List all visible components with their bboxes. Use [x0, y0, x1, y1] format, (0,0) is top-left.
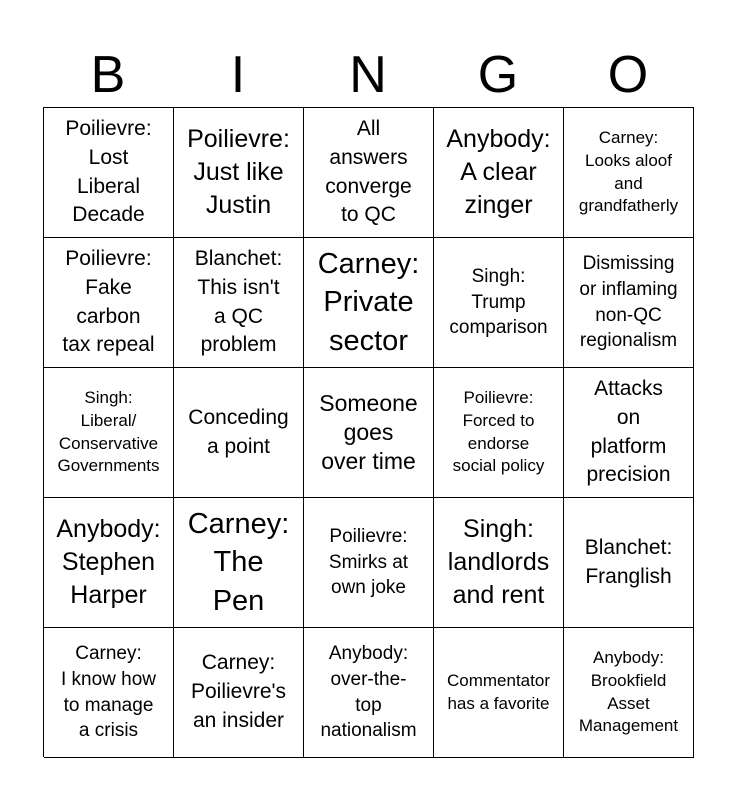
cell-text: Singh: Liberal/ Conservative Governments — [57, 387, 160, 476]
cell-text: Dismissing or inflaming non-QC regionalism — [579, 252, 678, 352]
cell-text: Poilievre: Fake carbon tax repeal — [62, 246, 155, 357]
bingo-cell[interactable] — [564, 108, 694, 238]
header-letter-n: N — [349, 46, 387, 104]
cell-text: Conceding a point — [188, 405, 289, 458]
bingo-cell[interactable] — [304, 108, 434, 238]
cell-text: Anybody: Stephen Harper — [56, 514, 161, 610]
bingo-cell[interactable] — [44, 368, 174, 498]
bingo-cell[interactable] — [44, 108, 174, 238]
bingo-cell[interactable] — [304, 238, 434, 368]
cell-text: Singh: landlords and rent — [447, 514, 550, 610]
cell-text: Attacks on platform precision — [586, 376, 671, 487]
cell-text: Singh: Trump comparison — [449, 265, 548, 339]
header-letter-i: I — [230, 46, 246, 104]
bingo-cell[interactable] — [174, 498, 304, 628]
bingo-cell[interactable] — [434, 108, 564, 238]
cell-text: Anybody: A clear zinger — [446, 124, 551, 220]
bingo-cell[interactable] — [44, 238, 174, 368]
cell-text: Blanchet: Franglish — [584, 535, 673, 588]
bingo-cell[interactable] — [304, 498, 434, 628]
bingo-cell[interactable] — [174, 368, 304, 498]
bingo-cell[interactable] — [174, 108, 304, 238]
cell-text: Carney: I know how to manage a crisis — [60, 642, 157, 742]
cell-text: Someone goes over time — [319, 389, 418, 475]
cell-text: Commentator has a favorite — [447, 670, 550, 713]
bingo-board — [43, 107, 694, 757]
bingo-cell[interactable] — [564, 628, 694, 758]
cell-text: Poilievre: Smirks at own joke — [328, 525, 409, 599]
cell-text: Carney: The Pen — [187, 508, 290, 617]
bingo-cell[interactable] — [564, 498, 694, 628]
cell-text: Poilievre: Lost Liberal Decade — [65, 116, 152, 227]
bingo-cell[interactable] — [174, 238, 304, 368]
bingo-cell[interactable] — [44, 498, 174, 628]
cell-text: Anybody: over-the- top nationalism — [320, 642, 417, 742]
bingo-cell[interactable] — [304, 368, 434, 498]
bingo-cell[interactable] — [434, 238, 564, 368]
bingo-cell[interactable] — [304, 628, 434, 758]
bingo-header — [43, 44, 693, 106]
header-letter-g: G — [477, 46, 519, 104]
cell-text: Carney: Poilievre's an insider — [190, 651, 287, 732]
cell-text: All answers converge to QC — [325, 116, 412, 227]
cell-text: Anybody: Brookfield Asset Management — [578, 647, 679, 736]
header-letter-b: B — [90, 46, 126, 104]
bingo-cell[interactable] — [44, 628, 174, 758]
header-letter-o: O — [607, 46, 649, 104]
bingo-cell[interactable] — [564, 368, 694, 498]
cell-text: Carney: Private sector — [317, 248, 420, 357]
cell-text: Poilievre: Forced to endorse social policy — [452, 387, 545, 476]
bingo-cell[interactable] — [174, 628, 304, 758]
cell-text: Blanchet: This isn't a QC problem — [194, 246, 283, 357]
bingo-cell[interactable] — [434, 368, 564, 498]
bingo-cell[interactable] — [434, 498, 564, 628]
cell-text: Poilievre: Just like Justin — [187, 124, 290, 220]
bingo-cell[interactable] — [564, 238, 694, 368]
bingo-cell[interactable] — [434, 628, 564, 758]
cell-text: Carney: Looks aloof and grandfatherly — [578, 127, 679, 216]
